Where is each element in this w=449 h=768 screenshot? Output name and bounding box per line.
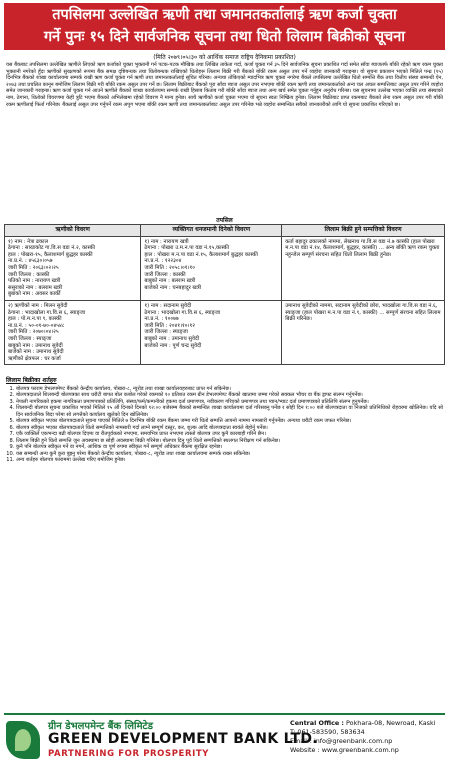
table-label: तपसिल bbox=[216, 217, 233, 224]
list-item: 11. अन्य शर्तहरु बोलपत्र फाराममा उल्लेख गरिए बमोजिम हुनेछ। bbox=[16, 457, 443, 464]
list-item: 8. लिलाम बिक्री हुने धितो सम्पत्ति जुन अवस्थामा छ सोही अवस्थामा बिक्री गरिनेछ। बोलपत्र दिनु पूर्व धितो सम्पत्तिको स्थलगत निरीक्षण गर्न सकिनेछ। bbox=[16, 438, 443, 445]
bank-name-english: GREEN DEVELOPMENT BANK LTD. bbox=[48, 731, 318, 747]
header-property: लिलाम बिक्री हुने सम्पत्तिको विवरण bbox=[282, 225, 445, 237]
contact-address: Pokhara-08, Newroad, Kaski bbox=[346, 719, 436, 727]
contact-label: Central Office : bbox=[290, 719, 344, 727]
header-borrower: ऋणीको विवरण bbox=[5, 225, 141, 237]
table-header-row bbox=[5, 225, 445, 237]
list-item: 2. बोलपत्रदाताले शिलबन्दी बोलपत्रका साथ धरौटी बापत बोल कबोल गरेको रकमको १० प्रतिशत रकम ग्रीन डेभलपमेण्ट बैंकको खातामा जम्मा गरेको सक्कल भौचर वा बैंक ड्राफ्ट संलग्न गर्नुपर्नेछ। bbox=[16, 392, 443, 399]
header-guarantor: व्यक्तिगत धनजमानी दिनेको विवरण bbox=[141, 225, 282, 237]
bank-name-nepali: ग्रीन डेभलपमेन्ट बैंक लिमिटेड bbox=[48, 721, 153, 732]
list-item: 5. बोलपत्र स्वीकृत भएका बोलपत्रदाताले सूचना पाएको मितिले ७ दिनभित्र बाँकी रकम बैंकमा जम्मा गरी धितो सम्पत्ति आफ्नो नाममा नामसारी गर्नुपर्नेछ। अन्यथा धरौटी रकम जफत गरिनेछ। bbox=[16, 418, 443, 425]
list-item: 9. कुनै पनि बोलपत्र स्वीकृत गर्ने वा नगर्ने, आंशिक वा पूर्ण रुपमा स्वीकृत गर्ने सम्पूर्ण अधिकार बैंकमा सुरक्षित रहनेछ। bbox=[16, 444, 443, 451]
borrower-cell: १) नाम : नेत्रा ढकाल ठेगाना : सारङकोट गा.वि.स वडा नं.२, कास्की हाल : पोखरा-१५, कैलाशमार्ग बुद्धहर कास्की ना.प्र.नं. : ४५६३०।०५७ जारी मिति : २०६३।०२।२५ जारी जिल्ला : कास्की पतिको नाम : नारायण खत्री ससुराको नाम : बलराम खत्री बुबाको नाम : अवसर कार्की bbox=[5, 236, 141, 300]
auction-conditions bbox=[6, 378, 443, 464]
notice-title-line1: तपसिलमा उल्लेखित ऋणी तथा जमानतकर्तालाई ऋण कर्जा चुक्ता bbox=[52, 7, 397, 23]
contact-email: Email : info@greenbank.com.np bbox=[290, 737, 393, 745]
list-item: 6. बोलपत्र स्वीकृत भएका बोलपत्रदाताले धितो सम्पत्तिको नामसारी गर्दा लाग्ने सम्पूर्ण दस्तुर, कर, शुल्क आदि बोलपत्रदाता स्वयंले बेहोर्नु पर्नेछ। bbox=[16, 425, 443, 432]
list-item: 10. यस सम्बन्धी अन्य कुनै कुरा बुझ्नु परेमा बैंकको केन्द्रीय कार्यालय, पोखरा-८, न्युरोड तथा शाखा कार्यालयमा सम्पर्क राख्न सकिनेछ। bbox=[16, 451, 443, 458]
contact-website: Website : www.greenbank.com.np bbox=[290, 746, 399, 754]
contact-phone: T: 061-583590, 583634 bbox=[290, 728, 365, 736]
list-item: 3. नेपाली नागरिकको हकमा नागरिकता प्रमाणपत्रको प्रतिलिपि, संस्था/फर्म/कम्पनीको हकमा दर्ता प्रमाणपत्र, नवीकरण गरिएको प्रमाणपत्र तथा प्यान/भ्याट दर्ता प्रमाणपत्रको प्रतिलिपि संलग्न हुनुपर्नेछ। bbox=[16, 399, 443, 406]
list-item: 1. बोलपत्र फाराम डेभलपमेण्ट बैंकको केन्द्रीय कार्यालय, पोखरा-८, न्युरोड तथा शाखा कार्यालयहरुबाट प्राप्त गर्न सकिनेछ। bbox=[16, 386, 443, 393]
list-item: 4. शिलबन्दी बोलपत्र सूचना प्रकाशित भएको मितिले १५ औं दिनको दिनको १२:०० बजेसम्म बैंकको सम्बन्धित शाखा कार्यालयमा दर्ता गरिसक्नु पर्नेछ र सोही दिन १:०० बजे बोलपत्रदाता वा निजको प्रतिनिधिको रोहवरमा खोलिनेछ। यदि सो दिन सार्वजनिक बिदा परेमा सो लगत्तैको कार्यालय खुलेको दिन खोलिनेछ। bbox=[16, 405, 443, 418]
guarantor-cell: १) नाम : सदानाम सुवेदी ठेगाना : भादखोला गा.वि.स ६, स्याङ्जा ना.प्र.नं. : १००७७ जारी मिति : २०४१।१०।१२ जारी जिल्ला : स्याङ्जा बाबुको नाम : उमानाथ सुवेदी बाजेको नाम : पूर्ण चन्द्र सुवेदी bbox=[141, 300, 282, 364]
notice-intro-paragraph: यस बैंकबाट तपसिलमा उल्लेखित ऋणीले लिएको ऋण कर्जाको चुक्ता भुक्तानी गर्न पटक-पटक मौखिक तथा लिखित ताकेता गर्दा, कर्जा चुक्ता गर्न ३५ दिने सार्वजनिक सूचना प्रकाशित गर्दा समेत साँवा ब्याजतर्फ बाँकी रहेको ऋण रकम चुक्ता भुक्तानी नगरेको हुँदा ऋणीको सुरक्षणको रूपमा बैंक समक्ष दृष्टिबन्धक तथा धितोबन्धक राखिएको धितोहरू लिलाम बिक्री गरी बैंकको बाँकी रकम असुल उपर गर्ने व्यहोरा जानकारी गराइन्छ। यो सूचना प्रकाशन भएको मितिले पन्ध्र (१५) दिनभित्र बैंकको शाखा कार्यालयमा सम्पर्क राखी ऋण कर्जा चुक्ता गर्न ऋणी तथा जमानतकर्तालाई सूचित गरिन्छ। अन्यथा तोकिएको म्यादभित्र ऋण चुक्ता नगरेमा बैंकले तपसिलमा उल्लेखित धितो सम्पत्ति बैंक तथा वित्तीय संस्था सम्बन्धी ऐन, २०७३ तथा प्रचलित कानून बमोजिम लिलाम बिक्री गरी बाँकी रकम असुल उपर गर्ने छ। लिलाम बिक्रीबाट बैंकको पूरा साँवा ब्याज असुल उपर नभएमा बाँकी रकम ऋणी तथा जमानतकर्ताको अन्य चल अचल सम्पत्तिबाट असुल उपर गरिने व्यहोरा समेत जानकारी गराइन्छ। ऋण कर्जा चुक्ता गर्न आउने ऋणीले बैंकको शाखा कार्यालयमा सम्पर्क राखी हिसाब किताब गरी बाँकी साँवा ब्याज तथा अन्य खर्च समेत चुक्ता गर्नुहुन अनुरोध गरिन्छ। यस सूचनामा उल्लेख भएका व्यक्ति तथा संस्थाको नाम, ठेगाना, धितोको विवरणमा केही त्रुटि भएमा बैंकको अभिलेखमा रहेको विवरण नै मान्य हुनेछ। साथै ऋणीको कर्जा चुक्ता भएमा यो सूचना स्वतः निष्क्रिय हुनेछ। लिलाम बिक्रीबाट प्राप्त रकमबाट बैंकको लेना रकम असुल उपर गरी बाँकी रकम ऋणीलाई फिर्ता गरिनेछ। बैंकलाई असुल उपर गर्नुपर्ने रकम अपुग भएमा बाँकी रकम ऋणी तथा जमानतकर्ताबाट असुल उपर गरिनेछ भन्ने व्यहोरा सम्बन्धित सबैको जानकारीको लागि यो सूचना प्रकाशित गरिएको छ। bbox=[6, 62, 444, 108]
bank-logo-icon bbox=[6, 721, 40, 759]
bank-footer bbox=[4, 713, 445, 767]
publication-subtitle: (मिति २०७९।०५।३० को आर्थिक समाज राष्ट्रिय दैनिकमा प्रकाशित) bbox=[153, 54, 296, 61]
bank-tagline: PARTNERING FOR PROSPERITY bbox=[48, 749, 210, 759]
conditions-list bbox=[6, 386, 443, 464]
property-cell: कर्ता बहादुर ढकालको नाममा, लेखनाथ गा.वि.स वडा नं.७ कास्की (हाल पोखरा म.न.पा वडा नं.१४, कैलाशमार्ग, बुद्धहर, कास्की) ... अन्य बाँकी ऋण रकम चुक्ता नहुन्जेल सम्पूर्ण संरचना सहित धितो लिलाम बिक्री हुनेछ। bbox=[282, 236, 445, 300]
property-cell: उमानाथ सुवेदीको नाममा, सदानाम सुवेदीको छोरा, भादखोला गा.वि.स वडा नं.६, स्याङ्जा (हाल पोखरा म.न.पा वडा नं.९, कास्की) ... सम्पूर्ण संरचना सहित लिलाम बिक्री गरिनेछ। bbox=[282, 300, 445, 364]
contact-info bbox=[290, 719, 435, 755]
list-item: 7. एकै व्यक्तिले एकभन्दा बढी बोलपत्र दिएमा वा रीतपूर्वकको नभएमा, समयभित्र प्राप्त नभएमा त्यस्तो बोलपत्र उपर कुनै कारबाही गरिने छैन। bbox=[16, 431, 443, 438]
table-row bbox=[5, 236, 445, 300]
table-row bbox=[5, 300, 445, 364]
guarantor-cell: १) नाम : नारायण खत्री ठेगाना : पोखरा उ.म.न.पा वडा नं.१५,कास्की हाल : पोखरा म.न.पा वडा नं.१५, कैलाशमार्ग बुद्धहर कास्की ना.प्र.नं. : १२२३०४ जारी मिति : २०५८।०१।१० जारी जिल्ला : कास्की बाबुको नाम : बलराम खत्री बाजेको नाम : घनबहादुर खत्री bbox=[141, 236, 282, 300]
borrower-details-table bbox=[4, 224, 445, 365]
notice-banner bbox=[4, 3, 445, 50]
notice-title-line2: गर्ने पुनः १५ दिने सार्वजनिक सूचना तथा धितो लिलाम बिक्रीको सूचना bbox=[43, 29, 406, 45]
conditions-heading: लिलाम बिक्रीका शर्तहरु bbox=[6, 377, 57, 384]
borrower-cell: २) ऋणीको नाम : मिलन सुवेदी ठेगाना : भादाखोला गा.वि.स ६, स्याङ्जा हाल : पो.म.न.पा ९, कास्की ना.प्र.नं. : ५०-०१-७०-०४५४८ जारी मिति : २०७०।०४।२५ जारी जिल्ला : स्याङ्जा बाबुको नाम : उमानाथ सुवेदी बाजेको नाम : उमानाथ सुवेदी ऋणीको क्षेत्रफल : घर कर्जा bbox=[5, 300, 141, 364]
